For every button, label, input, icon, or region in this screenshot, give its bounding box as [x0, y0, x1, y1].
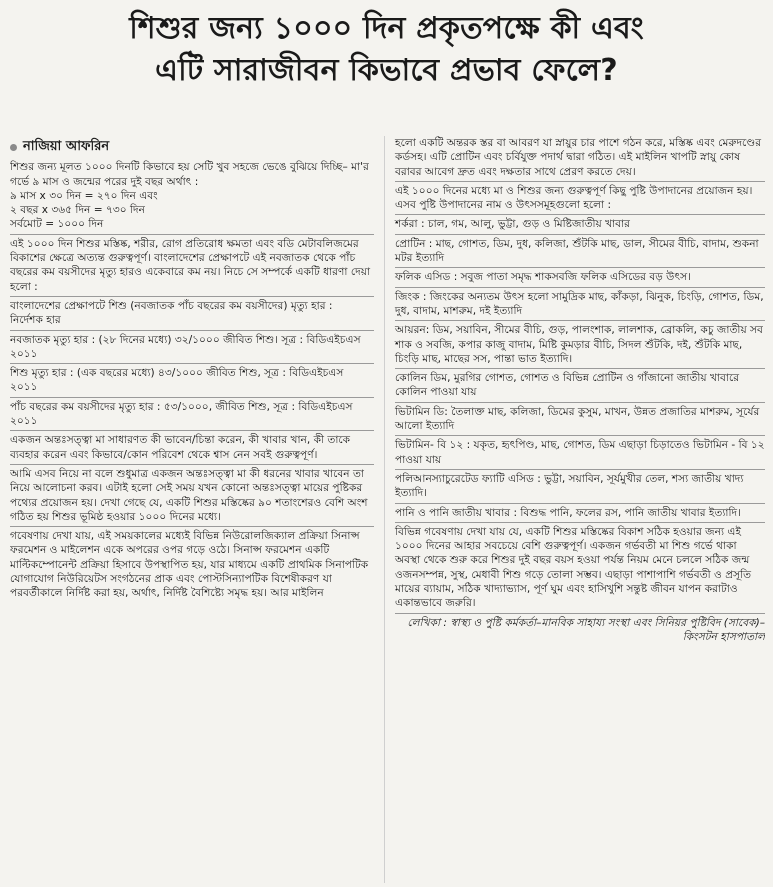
paragraph-research: গবেষণায় দেখা যায়, এই সময়কালের মধ্যেই বিভিন্ন নিউরোলজিক্যাল প্রক্রিয়া সিনাপ্স ফরমেশন ও মাইলেশন একে অপরের ওপর গড়ে ওঠে। সিনাপ্স ফরমেশন একটি মাল্টিকম্পোনেন্ট প্রক্রিয়া হিসাবে উপস্থাপিত হয়, যার মাধ্যমে একটি প্রাথমিক সিনাপটিক যোগাযোগ নিউরিয়েটস সংগঠনের প্রাক এবং পোস্টসিন্যাপটিক বিশেষীকরণ যা পরবর্তীকালে নির্দিষ্ট করা হয়, অর্থাৎ, নির্দিষ্ট বৈশিষ্ট্যে সমৃদ্ধ হয়। আর মাইলিন — [10, 530, 369, 600]
mortality-title: বাংলাদেশের প্রেক্ষাপটে শিশু (নবজাতক পাঁচ বছরের কম বয়সীদের) মৃত্যু হার : — [10, 299, 333, 312]
divider — [395, 368, 765, 369]
divider — [10, 330, 374, 331]
divider — [395, 234, 765, 235]
nutrient-folic-acid: ফলিক এসিড : সবুজ পাতা সমৃদ্ধ শাকসবজি ফলিক এসিডের বড় উৎস। — [395, 271, 691, 284]
divider — [10, 430, 374, 431]
importance-paragraph: এই ১০০০ দিন শিশুর মস্তিষ্ক, শরীর, রোগ প্রতিরোধ ক্ষমতা এবং বডি মেটাবলিজমের বিকাশের ক্ষেত্রে অত্যন্ত গুরুত্বপূর্ণ। বাংলাদেশের প্রেক্ষাপটে এই নবজাতক থেকে পাঁচ বছরের কম বয়সীদের মৃত্যু হারও একেবারে কম নয়। নিচে সে সম্পর্কে একটি ধারণা দেয়া হলো : — [10, 237, 371, 293]
nutrient-carbohydrate: শর্করা : চাল, গম, আলু, ভুট্টা, গুড় ও মিষ্টিজাতীয় খাবার — [395, 218, 630, 231]
headline-line-2: এটি সারাজীবন কিভাবে প্রভাব ফেলে? — [155, 53, 618, 88]
headline — [10, 8, 763, 92]
paragraph-nutrients-intro: এই ১০০০ দিনের মধ্যে মা ও শিশুর জন্য গুরুত্বপূর্ণ কিছু পুষ্টি উপাদানের প্রয়োজন হয়। এসব পুষ্টি উপাদানের নাম ও উৎসসমূহগুলো হলো : — [395, 184, 753, 212]
paragraph-brain-development: আমি এসব নিয়ে না বলে শুধুমাত্র একজন অন্তঃসত্ত্বা মা কী ধরনের খাবার খাবেন তা নিয়ে আলোচনা করব। এটাই হলো সেই সময় যখন কোনো অন্তঃসত্ত্বা মায়ের পুষ্টিকর পথ্যের প্রয়োজন হয়। দেখা গেছে যে, একটি শিশুর মস্তিষ্কের ৯০ শতাংশেরও বেশি অংশ গঠিত হয় শিশুর ভূমিষ্ঠ হওয়ার ১০০০ দিনের মধ্যে। — [10, 467, 368, 523]
divider — [395, 320, 765, 321]
headline-line-1: শিশুর জন্য ১০০০ দিন প্রকৃতপক্ষে কী এবং — [129, 11, 644, 46]
paragraph-mother-habits: একজন অন্তঃসত্ত্বা মা সাধারণত কী ভাবেন/চিন্তা করেন, কী খাবার খান, কী তাকে ব্যবহার করেন এবং কিভাবে/কোন পরিবেশ থেকে শ্বাস নেন সবই গুরুত্বপূর্ণ। — [10, 434, 351, 461]
nutrient-vitamin-b12: ভিটামিন- বি ১২ : যকৃত, হৃৎপিণ্ড, মাছ, গোশত, ডিম এছাড়া চিড়াতেও ভিটামিন - বি ১২ পাওয়া যায় — [395, 439, 765, 466]
intro-paragraph: শিশুর জন্য মূলত ১০০০ দিনটি কিভাবে হয় সেটি খুব সহজে ভেঙে বুঝিয়ে দিচ্ছি– মা'র গর্ভে ৯ মাস ও জন্মের পরের দুই বছর অর্থাৎ : — [10, 161, 369, 188]
nutrient-choline: কোলিন ডিম, মুরগির গোশত, গোশত ও বিভিন্ন প্রোটিন ও গাঁজানো জাতীয় খাবারে কোলিন পাওয়া যায় — [395, 372, 740, 399]
author-name: নাজিয়া আফরিন — [23, 139, 110, 154]
right-column — [385, 136, 765, 883]
nutrient-zinc: জিংক : জিংকের অন্যতম উৎস হলো সামুদ্রিক মাছ, কাঁকড়া, ঝিনুক, চিংড়ি, গোশত, ডিম, দুধ, বাদাম, মাশরুম, দই ইত্যাদি — [395, 290, 764, 317]
divider — [10, 397, 374, 398]
author-note: লেখিকা : স্বাস্থ্য ও পুষ্টি কর্মকর্তা–মানবিক সাহায্য সংস্থা এবং সিনিয়র পুষ্টিবিদ (সাবেক)–কিংসটন হাসপাতাল — [407, 616, 765, 643]
divider — [395, 503, 765, 504]
byline — [10, 140, 374, 154]
paragraph-conclusion: বিভিন্ন গবেষণায় দেখা যায় যে, একটি শিশুর মস্তিষ্কের বিকাশ সঠিক হওয়ার জন্য এই ১০০০ দিনের আহার সবচেয়ে বেশি গুরুত্বপূর্ণ। একজন গর্ভবতী মা শিশু গর্ভে থাকা অবস্থা থেকে শুরু করে শিশুর দুই বছর বয়স হওয়া পর্যন্ত নিয়ম মেনে চললে সঠিক জন্ম ওজনসম্পন্ন, সুস্থ, মেধাবী শিশু গড়ে তোলা সম্ভব। এছাড়া পাশাপাশি গর্ভবতী ও প্রসূতি মায়ের ব্যায়াম, সঠিক খাদ্যাভ্যাস, পূর্ণ ঘুম এবং হাসিখুশি সন্তুষ্ট জীবন যাপন করাটাও একান্তভাবে জরুরি। — [395, 525, 752, 610]
divider — [395, 287, 765, 288]
nutrient-vitamin-d: ভিটামিন ডি: তৈলাক্ত মাছ, কলিজা, ডিমের কুসুম, মাখন, উন্নত প্রজাতির মাশরুম, সূর্যের আলো ইত্যাদি — [395, 405, 760, 433]
left-column — [10, 136, 385, 883]
nutrient-iron: আয়রন: ডিম, সয়াবিন, সীমের বীচি, গুড়, পালংশাক, লালশাক, ব্রোকলি, কচু জাতীয় সব শাক ও সবজি, কপার কাজু বাদাম, মিষ্টি কুমড়ার বীচি, সিদল শুঁটকি, দই, শুঁটকি মাছ, চিংড়ি মাছ, মাছের সস, পান্তা ভাত ইত্যাদি। — [395, 324, 763, 365]
divider — [395, 402, 765, 403]
nutrient-protein: প্রোটিন : মাছ, গোশত, ডিম, দুধ, কলিজা, শুঁটকি মাছ, ডাল, সীমের বীচি, বাদাম, শুকনা মটর ইত্যাদি — [395, 237, 759, 265]
indicator-header: নির্দেশক হার — [10, 314, 61, 327]
mortality-row-under5: পাঁচ বছরের কম বয়সীদের মৃত্যু হার : ৫৩/১০০০, জীবিত শিশু, সূত্র : বিডিএইচএস ২০১১ — [10, 400, 353, 428]
divider — [10, 296, 374, 297]
divider — [10, 234, 374, 235]
article-body — [10, 136, 765, 883]
divider — [10, 464, 374, 465]
mortality-row-infant: শিশু মৃত্যু হার : (এক বছরের মধ্যে) ৪৩/১০০০ জীবিত শিশু, সূত্র : বিডিএইচএস ২০১১ — [10, 367, 344, 394]
nutrient-water: পানি ও পানি জাতীয় খাবার : বিশুদ্ধ পানি, ফলের রস, পানি জাতীয় খাবার ইত্যাদি। — [395, 506, 741, 519]
calc-line-1: ৯ মাস x ৩০ দিন = ২৭০ দিন এবং — [10, 189, 158, 202]
divider — [10, 363, 374, 364]
calc-total: সর্বমোট = ১০০০ দিন — [10, 218, 104, 231]
divider — [395, 522, 765, 523]
divider — [395, 613, 765, 614]
divider — [10, 526, 374, 527]
calc-line-2: ২ বছর x ৩৬৫ দিন = ৭৩০ দিন — [10, 204, 145, 217]
divider — [395, 435, 765, 436]
nutrient-pufa: পলিআনস্যাচুরেটেড ফ্যাটি এসিড : ভুট্টা, সয়াবিন, সূর্যমুখীর তেল, শস্য জাতীয় খাদ্য ইত্যাদি। — [395, 472, 744, 500]
divider — [395, 267, 765, 268]
divider — [395, 181, 765, 182]
paragraph-myelin: হলো একটি অন্তরক স্তর বা আবরণ যা স্নায়ুর চার পাশে গঠন করে, মস্তিষ্ক এবং মেরুদণ্ডের কর্ডসহ। এটি প্রোটিন এবং চর্বিযুক্ত পদার্থ দ্বারা গঠিত। এই মাইলিন খাপটি স্নায়ু কোষ বরাবর আবেগ দ্রুত এবং দক্ষতার সাথে প্রেরণ করতে দেয়। — [395, 137, 762, 178]
divider — [395, 469, 765, 470]
divider — [395, 214, 765, 215]
bullet-icon — [10, 144, 17, 151]
mortality-row-neonatal: নবজাতক মৃত্যু হার : (২৮ দিনের মধ্যে) ৩২/১০০০ জীবিত শিশু। সূত্র : বিডিএইচএস ২০১১ — [10, 333, 361, 360]
